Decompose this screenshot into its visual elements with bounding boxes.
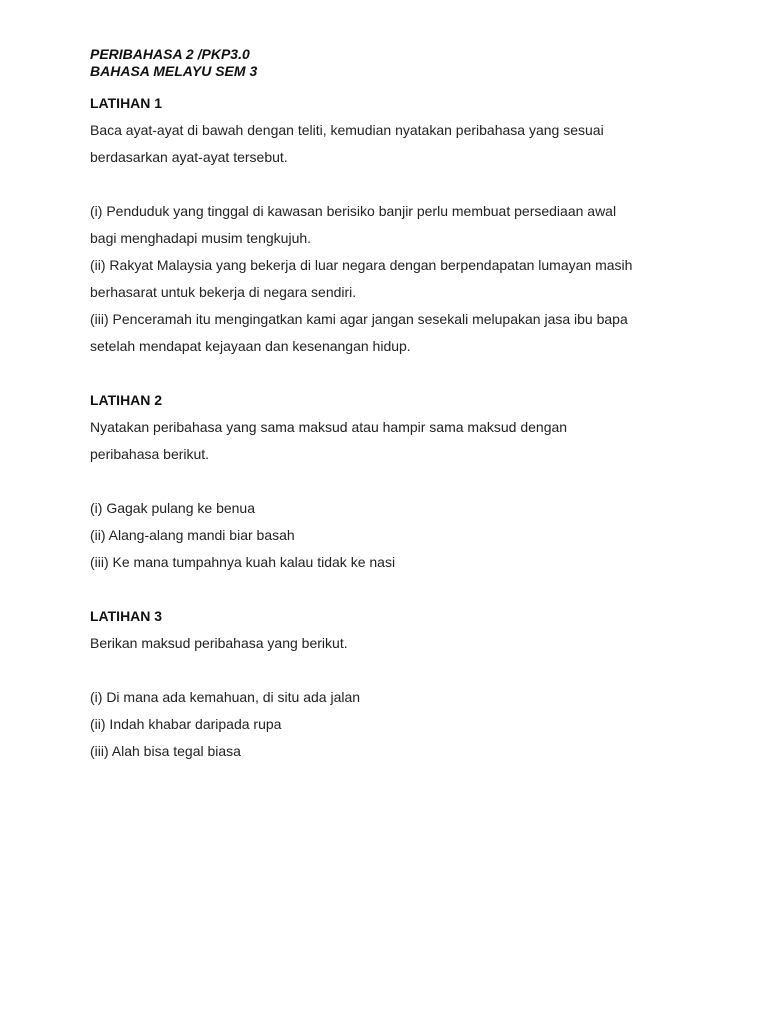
latihan-3-heading: LATIHAN 3 (90, 608, 163, 624)
spacer (90, 576, 710, 603)
latihan-1-item-line: berhasarat untuk bekerja di negara sendiri. (90, 284, 357, 300)
latihan-1-heading: LATIHAN 1 (90, 95, 163, 111)
latihan-1-instruction-line: berdasarkan ayat-ayat tersebut. (90, 149, 288, 165)
latihan-1-item-line: (i) Penduduk yang tinggal di kawasan berisiko banjir perlu membuat persediaan awal (90, 203, 617, 219)
latihan-3-item-line: (i) Di mana ada kemahuan, di situ ada jalan (90, 689, 361, 705)
spacer (90, 80, 710, 90)
document-title-line-2: BAHASA MELAYU SEM 3 (90, 63, 258, 79)
latihan-1-item-line: (ii) Rakyat Malaysia yang bekerja di luar negara dengan berpendapatan lumayan masih (90, 257, 633, 273)
latihan-2-item-line: (iii) Ke mana tumpahnya kuah kalau tidak ke nasi (90, 554, 396, 570)
latihan-2-item-line: (ii) Alang-alang mandi biar basah (90, 527, 295, 543)
latihan-1-item-line: setelah mendapat kejayaan dan kesenangan hidup. (90, 338, 411, 354)
latihan-2-heading: LATIHAN 2 (90, 392, 163, 408)
latihan-1-section (90, 90, 710, 360)
document-title-line-1: PERIBAHASA 2 /PKP3.0 (90, 46, 250, 62)
spacer (90, 171, 710, 198)
latihan-2-section (90, 387, 710, 576)
latihan-1-instruction-line: Baca ayat-ayat di bawah dengan teliti, kemudian nyatakan peribahasa yang sesuai (90, 122, 604, 138)
latihan-2-item-line: (i) Gagak pulang ke benua (90, 500, 255, 516)
latihan-2-instruction-line: Nyatakan peribahasa yang sama maksud atau hampir sama maksud dengan (90, 419, 568, 435)
latihan-1-item-line: bagi menghadapi musim tengkujuh. (90, 230, 312, 246)
document-page (90, 46, 710, 765)
latihan-1-item-line: (iii) Penceramah itu mengingatkan kami agar jangan sesekali melupakan jasa ibu bapa (90, 311, 628, 327)
latihan-3-instruction-line: Berikan maksud peribahasa yang berikut. (90, 635, 348, 651)
latihan-3-item-line: (iii) Alah bisa tegal biasa (90, 743, 241, 759)
spacer (90, 468, 710, 495)
spacer (90, 360, 710, 387)
latihan-3-item-line: (ii) Indah khabar daripada rupa (90, 716, 282, 732)
spacer (90, 657, 710, 684)
latihan-3-section (90, 603, 710, 765)
latihan-2-instruction-line: peribahasa berikut. (90, 446, 210, 462)
